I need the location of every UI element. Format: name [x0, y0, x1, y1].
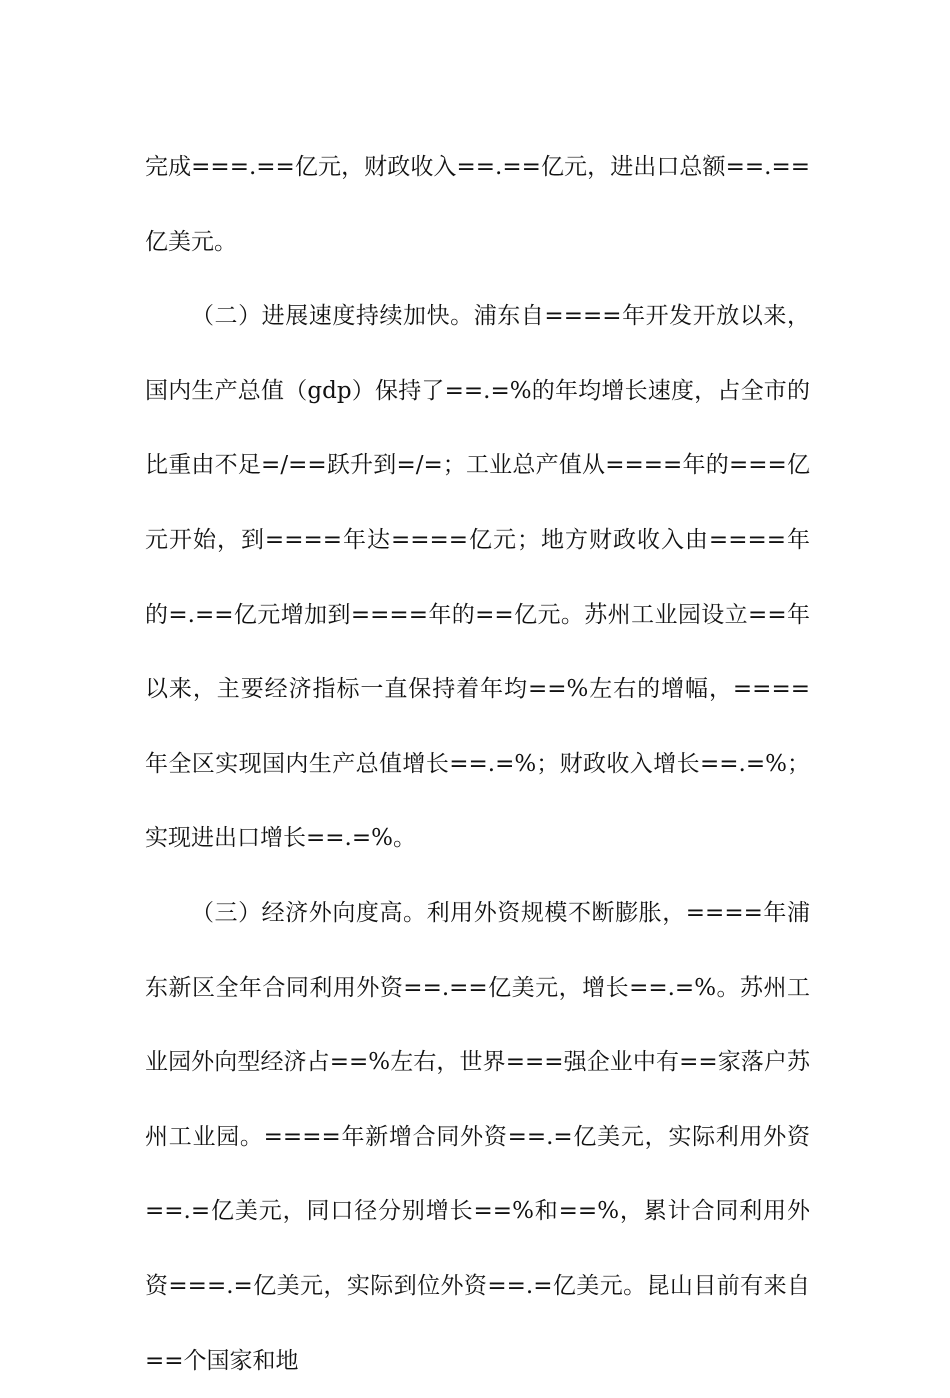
paragraph-section-three: （三）经济外向度高。利用外资规模不断膨胀，====年浦东新区全年合同利用外资==.==亿美元，增长==.=%。苏州工业园外向型经济占==%左右，世界===强企业中有==家落户苏州工业园。====年新增合同外资==.=亿美元，实际利用外资==.=亿美元，同口径分别增长==%和==%，累计合同利用外资===.=亿美元，实际到位外资==.=亿美元。昆山目前有来自==个国家和地 — [145, 899, 810, 1374]
paragraph-section-two: （二）进展速度持续加快。浦东自====年开发开放以来，国内生产总值（gdp）保持了==.=%的年均增长速度，占全市的比重由不足=/==跃升到=/=；工业总产值从====年的===亿元开始，到====年达====亿元；地方财政收入由====年的=.==亿元增加到====年的==亿元。苏州工业园设立==年以来，主要经济指标一直保持着年均==%左右的增幅，====年全区实现国内生产总值增长==.=%；财政收入增长==.=%；实现进出口增长==.=%。 — [145, 303, 810, 852]
paragraph-continuation: 完成===.==亿元，财政收入==.==亿元，进出口总额==.==亿美元。 — [145, 154, 810, 255]
document-body — [145, 130, 810, 1398]
